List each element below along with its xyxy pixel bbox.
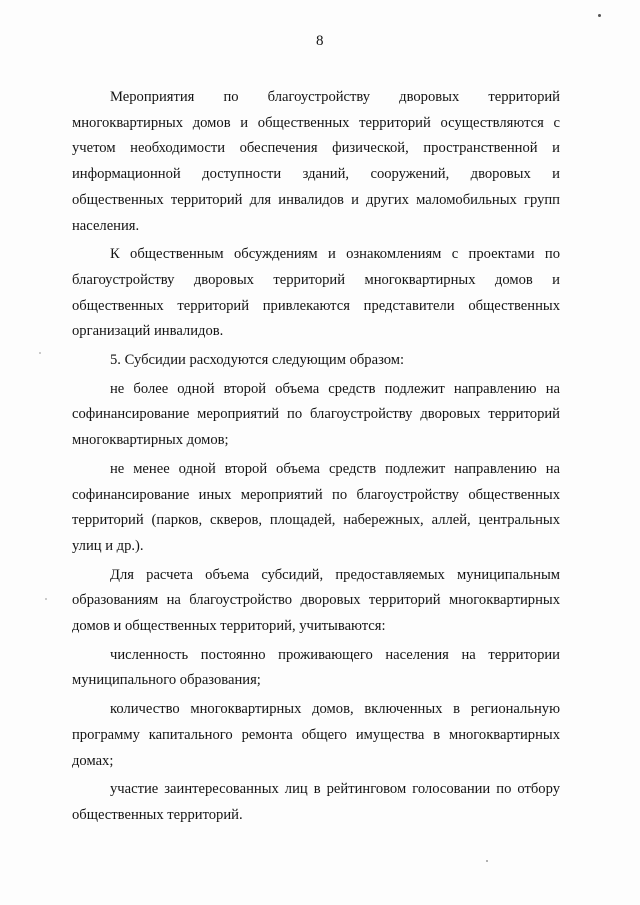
scan-speck: [598, 14, 601, 17]
paragraph-population: численность постоянно проживающего населения на территории муниципального образования;: [72, 646, 560, 689]
document-body: [72, 85, 560, 832]
paragraph-accessibility: Мероприятия по благоустройству дворовых территорий многоквартирных домов и общественных территорий осуществляются с учетом необходимости обеспечения физической, пространственной и информационной доступности зданий, сооружений, дворовых и общественных территорий для инвалидов и других маломобильных групп населения.: [72, 89, 560, 234]
paragraph-apartment-buildings: количество многоквартирных домов, включенных в региональную программу капитального ремонта общего имущества в многоквартирных домах;: [72, 701, 560, 769]
paragraph-calculation-basis: Для расчета объема субсидий, предоставляемых муниципальным образованиям на благоустройство дворовых территорий многоквартирных домов и общественных территорий, учитываются:: [72, 566, 560, 635]
scan-speck: [39, 352, 41, 354]
paragraph-public-discussions: К общественным обсуждениям и ознакомлениям с проектами по благоустройству дворовых территорий многоквартирных домов и общественных территорий привлекаются представители общественных организаций инвалидов.: [72, 246, 560, 340]
paragraph-courtyard-share: не более одной второй объема средств подлежит направлению на софинансирование мероприятий по благоустройству дворовых территорий многоквартирных домов;: [72, 380, 560, 449]
paragraph-public-share: не менее одной второй объема средств подлежит направлению на софинансирование иных мероприятий по благоустройству общественных территорий (парков, скверов, площадей, набережных, аллей, центральных улиц и др.).: [72, 460, 560, 554]
scan-speck: [486, 860, 488, 862]
paragraph-voting: участие заинтересованных лиц в рейтинговом голосовании по отбору общественных территорий.: [72, 781, 560, 823]
page-number: 8: [316, 33, 324, 49]
scan-speck: [45, 598, 47, 600]
paragraph-subsidies-heading: 5. Субсидии расходуются следующим образом:: [110, 352, 405, 369]
